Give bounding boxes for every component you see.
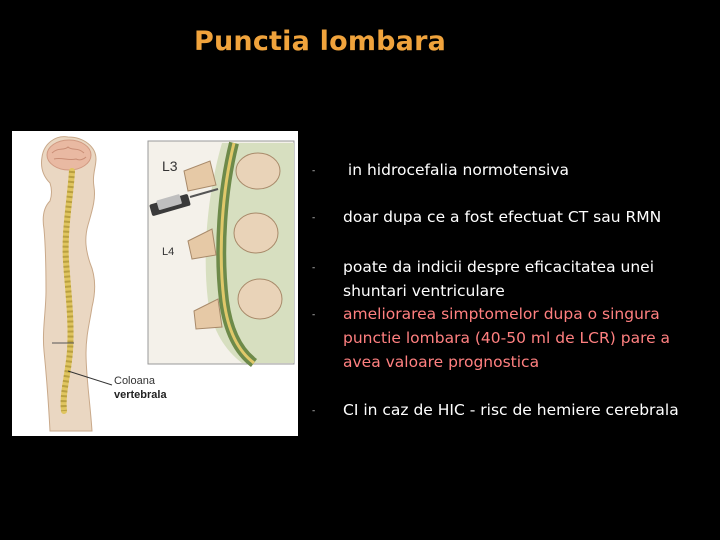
lumbar-puncture-illustration bbox=[12, 131, 298, 436]
bullet-text: ameliorarea simptomelor dupa o singura punctie lombara (40-50 ml de LCR) pare a avea valoare prognostica bbox=[343, 305, 671, 371]
bullet-item bbox=[312, 302, 702, 374]
bullet-marker: - bbox=[312, 406, 316, 416]
label-coloana: Coloana bbox=[114, 375, 155, 387]
label-l4: L4 bbox=[162, 246, 175, 258]
bullet-item bbox=[312, 398, 702, 423]
bullet-item bbox=[312, 255, 702, 303]
body-silhouette bbox=[41, 137, 112, 431]
bullet-text: poate da indicii despre eficacitatea unei shuntari ventriculare bbox=[343, 258, 654, 300]
bullet-text: CI in caz de HIC - risc de hemiere cerebrala bbox=[343, 401, 679, 419]
bullet-item bbox=[312, 158, 702, 183]
bullet-item bbox=[312, 205, 702, 230]
bullet-text: doar dupa ce a fost efectuat CT sau RMN bbox=[343, 208, 662, 226]
bullet-marker: - bbox=[312, 213, 316, 223]
label-l3: L3 bbox=[162, 158, 178, 174]
bullet-marker: - bbox=[312, 166, 316, 176]
bullet-list bbox=[312, 0, 712, 540]
label-vertebrala: vertebrala bbox=[114, 389, 167, 401]
bullet-marker: - bbox=[312, 263, 316, 273]
bullet-marker: - bbox=[312, 310, 316, 320]
bullet-text: in hidrocefalia normotensiva bbox=[343, 161, 569, 179]
slide-title: Punctia lombara bbox=[194, 26, 447, 57]
